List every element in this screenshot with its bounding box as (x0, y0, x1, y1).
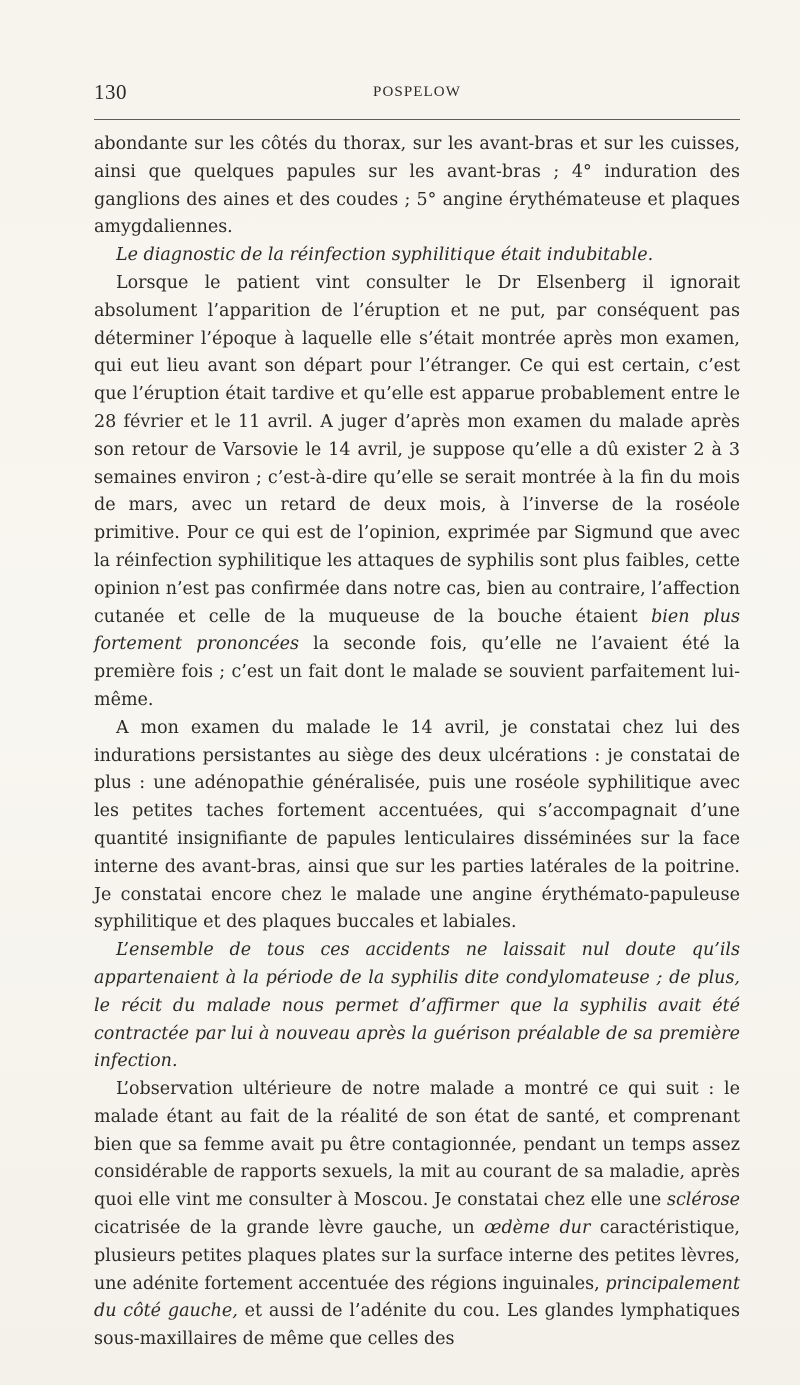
page-body (94, 131, 740, 1354)
paragraph-6-italic-3: principalement du côté gauche, (94, 1273, 740, 1322)
paragraph-6-start: L’observation ultérieure de notre malade a montré ce qui suit : le malade étant au fait de la réalité de son état de santé, et comprenant bien que sa femme avait pu être contagionnée, pendant un temps assez considérable de rapports sexuels, la mit au courant de sa maladie, après quoi elle vint me consulter à Moscou. Je constatai chez elle une (94, 1079, 740, 1211)
paragraph-6-mid-1: cicatrisée de la grande lèvre gauche, un (94, 1218, 485, 1239)
paragraph-2: Le diagnostic de la réinfection syphilitique était indubitable. (116, 245, 654, 266)
header-rule (94, 119, 740, 120)
paragraph-5: L’ensemble de tous ces accidents ne laissait nul doute qu’ils appartenaient à la période de la syphilis dite condylomateuse ; de plus, le récit du malade nous permet d’affirmer que la syphilis avait été contractée par lui à nouveau après la guérison préalable de sa première infection. (94, 940, 740, 1072)
paragraph-6-italic-1: sclérose (667, 1190, 740, 1211)
page-header (94, 80, 740, 108)
paragraph-3 (94, 270, 740, 715)
page-number: 130 (94, 80, 127, 104)
paragraph-6-end: et aussi de l’adénite du cou. Les glandes lymphatiques sous-maxillaires de même que celles des (94, 1301, 740, 1350)
paragraph-6 (94, 1076, 740, 1354)
running-head: POSPELOW (373, 84, 461, 100)
paragraph-1: abondante sur les côtés du thorax, sur les avant-bras et sur les cuisses, ainsi que quelques papules sur les avant-bras ; 4° induration des ganglions des aines et des coudes ; 5° angine érythémateuse et plaques amygdaliennes. (94, 134, 740, 238)
paragraph-3-end: la seconde fois, qu’elle ne l’avaient été la première fois ; c’est un fait dont le malade se souvient parfaitement lui-même. (94, 634, 740, 710)
paragraph-3-italic: bien plus fortement prononcées (94, 606, 741, 655)
paragraph-4: A mon examen du malade le 14 avril, je constatai chez lui des indurations persistantes au siège des deux ulcérations : je constatai de plus : une adénopathie généralisée, puis une roséole syphilitique avec les petites taches fortement accentuées, qui s’accompagnait d’une quantité insignifiante de papules lenticulaires disséminées sur la face interne des avant-bras, ainsi que sur les parties latérales de la poitrine. Je constatai encore chez le malade une angine érythémato-papuleuse syphilitique et des plaques buccales et labiales. (94, 717, 740, 933)
paragraph-6-mid-2: caractéristique, plusieurs petites plaques plates sur la surface interne des petites lèvres, une adénite fortement accentuée des régions inguinales, (94, 1218, 740, 1294)
paragraph-6-italic-2: œdème dur (484, 1218, 591, 1239)
paragraph-3-text: Lorsque le patient vint consulter le Dr Elsenberg il ignorait absolument l’apparition de l’éruption et ne put, par conséquent pas déterminer l’époque à laquelle elle s’était montrée après mon examen, qui eut lieu avant son départ pour l’étranger. Ce qui est certain, c’est que l’éruption était tardive et qu’elle est apparue probablement entre le 28 février et le 11 avril. A juger d’après mon examen du malade après son retour de Varsovie le 14 avril, je suppose qu’elle a dû exister 2 à 3 semaines environ ; c’est-à-dire qu’elle se serait montrée à la fin du mois de mars, avec un retard de deux mois, à l’inverse de la roséole primitive. Pour ce qui est de l’opinion, exprimée par Sigmund que avec la réinfection syphilitique les attaques de syphilis sont plus faibles, cette opinion n’est pas confirmée dans notre cas, bien au contraire, l’affection cutanée et celle de la muqueuse de la bouche étaient (94, 272, 740, 627)
